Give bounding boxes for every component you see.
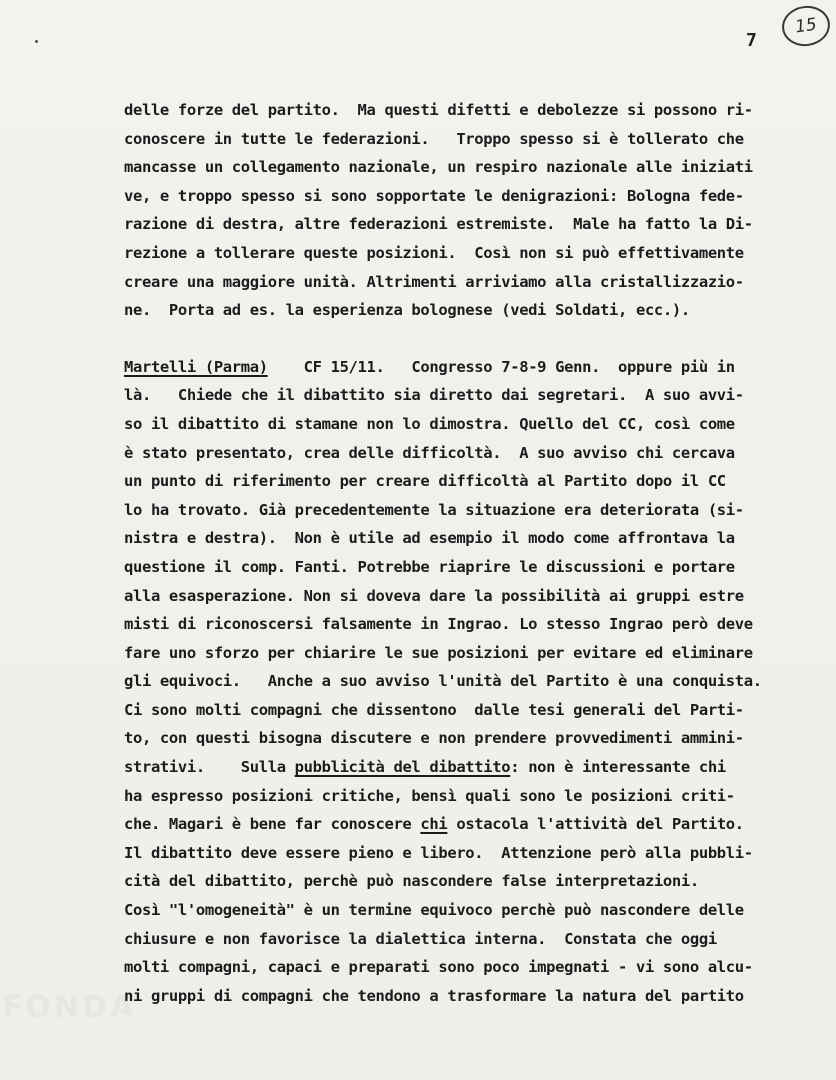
- text-line: nistra e destra). Non è utile ad esempio il modo come affrontava la: [124, 529, 735, 548]
- underlined-word: chi: [420, 815, 448, 834]
- text-line: so il dibattito di stamane non lo dimostra. Quello del CC, così come: [124, 414, 735, 433]
- text-line: chiusure e non favorisce la dialettica interna. Constata che oggi: [124, 929, 717, 948]
- text-line: ne. Porta ad es. la esperienza bolognese (vedi Soldati, ecc.).: [124, 301, 690, 320]
- text-line: molti compagni, capaci e preparati sono poco impegnati - vi sono alcu-: [124, 958, 753, 977]
- text-line: Così "l'omogeneità" è un termine equivoco perchè può nascondere delle: [124, 901, 744, 920]
- handwritten-page-stamp: [779, 3, 832, 49]
- text-line: là. Chiede che il dibattito sia diretto dai segretari. A suo avvi-: [124, 386, 744, 405]
- text-line: un punto di riferimento per creare difficoltà al Partito dopo il CC: [124, 472, 726, 491]
- paragraph-2: [124, 353, 820, 1011]
- text-line: fare uno sforzo per chiarire le sue posizioni per evitare ed eliminare: [124, 643, 753, 662]
- text-line: to, con questi bisogna discutere e non prendere provvedimenti ammini-: [124, 729, 744, 748]
- text-line: è stato presentato, crea delle difficoltà. A suo avviso chi cercava: [124, 443, 735, 462]
- text-line-publicity: [124, 753, 820, 782]
- text-line: misti di riconoscersi falsamente in Ingrao. Lo stesso Ingrao però deve: [124, 615, 753, 634]
- page-number: 7: [746, 30, 757, 51]
- text-line: gli equivoci. Anche a suo avviso l'unità del Partito è una conquista.: [124, 672, 762, 691]
- text-line-speaker: [124, 353, 820, 382]
- text-line: razione di destra, altre federazioni estremiste. Male ha fatto la Di-: [124, 215, 753, 234]
- text-line: delle forze del partito. Ma questi difetti e debolezze si possono ri-: [124, 101, 753, 119]
- text-line: ve, e troppo spesso si sono sopportate le denigrazioni: Bologna fede-: [124, 186, 744, 205]
- paragraph-1: [124, 96, 820, 325]
- speaker-line-rest: CF 15/11. Congresso 7-8-9 Genn. oppure più in: [267, 357, 735, 376]
- line-segment: : non è interessante chi: [510, 758, 726, 777]
- text-line: questione il comp. Fanti. Potrebbe riaprire le discussioni e portare: [124, 557, 735, 576]
- underlined-phrase: pubblicità del dibattito: [294, 758, 511, 777]
- text-line: conoscere in tutte le federazioni. Troppo spesso si è tollerato che: [124, 129, 744, 148]
- text-line: Il dibattito deve essere pieno e libero. Attenzione però alla pubbli-: [124, 843, 753, 862]
- line-segment: strativi. Sulla: [124, 758, 295, 777]
- text-line: cità del dibattito, perchè può nascondere false interpretazioni.: [124, 872, 699, 891]
- text-line: rezione a tollerare queste posizioni. Così non si può effettivamente: [124, 243, 744, 262]
- text-line: lo ha trovato. Già precedentemente la situazione era deteriorata (si-: [124, 500, 744, 519]
- text-line: Ci sono molti compagni che dissentono dalle tesi generali del Parti-: [124, 700, 744, 719]
- typewritten-body: [124, 96, 820, 1010]
- text-line: mancasse un collegamento nazionale, un respiro nazionale alle iniziati: [124, 158, 753, 177]
- paragraph-gap: [124, 325, 820, 353]
- speaker-name: Martelli (Parma): [124, 357, 268, 376]
- text-line: ni gruppi di compagni che tendono a trasformare la natura del partito: [124, 986, 744, 1005]
- text-line: ha espresso posizioni critiche, bensì quali sono le posizioni criti-: [124, 786, 735, 805]
- ink-speck: [35, 40, 38, 43]
- archive-watermark: FONDA: [2, 990, 137, 1025]
- text-line-chi: [124, 810, 820, 839]
- line-segment: ostacola l'attività del Partito.: [447, 815, 744, 834]
- stamp-number: 15: [793, 14, 819, 38]
- text-line: creare una maggiore unità. Altrimenti arriviamo alla cristallizzazio-: [124, 272, 744, 291]
- line-segment: che. Magari è bene far conoscere: [124, 815, 421, 834]
- text-line: alla esasperazione. Non si doveva dare la possibilità ai gruppi estre: [124, 586, 744, 605]
